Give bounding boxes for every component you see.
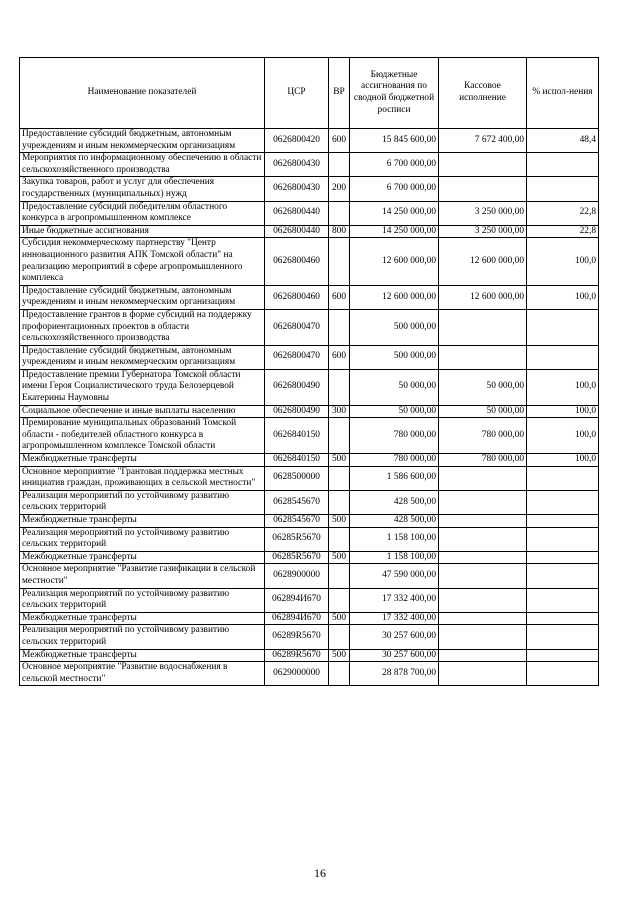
row-name: Межбюджетные трансферты [20,649,265,662]
table-row [20,309,599,345]
row-budget: 1 158 100,00 [350,551,439,564]
row-budget: 50 000,00 [350,369,439,405]
row-cash: 50 000,00 [439,369,527,405]
table-row [20,588,599,612]
row-name: Реализация мероприятий по устойчивому развитию сельских территорий [20,490,265,514]
row-percent [527,625,599,649]
row-percent [527,466,599,490]
row-csr: 0628545670 [265,515,329,528]
row-name: Предоставление субсидий бюджетным, автономным учреждениям и иным некоммерческим организациям [20,285,265,309]
row-csr: 0628500000 [265,466,329,490]
row-vr [329,153,350,177]
row-percent [527,490,599,514]
row-vr: 600 [329,345,350,369]
row-name: Основное мероприятие "Развитие водоснабжения в сельской местности" [20,662,265,686]
row-budget: 500 000,00 [350,345,439,369]
row-name: Премирование муниципальных образований Томской области - победителей областного конкурса в агропромышленном комплексе Томской области [20,418,265,454]
row-percent [527,345,599,369]
row-csr: 06289R5670 [265,625,329,649]
row-name: Межбюджетные трансферты [20,515,265,528]
row-name: Межбюджетные трансферты [20,454,265,467]
page-number: 16 [314,866,326,880]
table-row [20,177,599,201]
row-percent [527,309,599,345]
header-budget: Бюджетные ассигнования по сводной бюджетной росписи [350,58,439,129]
row-csr: 06285R5670 [265,527,329,551]
row-name: Мероприятия по информационному обеспечению в области сельскохозяйственного производства [20,153,265,177]
table-row [20,625,599,649]
row-vr [329,418,350,454]
row-cash [439,515,527,528]
row-csr: 062894И670 [265,588,329,612]
row-percent [527,662,599,686]
row-percent [527,551,599,564]
row-budget: 14 250 000,00 [350,201,439,225]
row-vr [329,369,350,405]
row-csr: 06285R5670 [265,551,329,564]
row-name: Реализация мероприятий по устойчивому развитию сельских территорий [20,527,265,551]
row-name: Социальное обеспечение и иные выплаты населению [20,405,265,418]
table-row [20,564,599,588]
row-vr [329,201,350,225]
row-csr: 0626840150 [265,454,329,467]
row-csr: 0626800430 [265,177,329,201]
row-csr: 0628545670 [265,490,329,514]
row-percent [527,527,599,551]
row-budget: 28 878 700,00 [350,662,439,686]
table-row [20,662,599,686]
row-name: Реализация мероприятий по устойчивому развитию сельских территорий [20,588,265,612]
table-row [20,649,599,662]
row-cash [439,649,527,662]
row-percent: 100,0 [527,454,599,467]
row-budget: 428 500,00 [350,490,439,514]
row-budget: 500 000,00 [350,309,439,345]
row-csr: 0626840150 [265,418,329,454]
row-csr: 0626800490 [265,369,329,405]
table-row [20,466,599,490]
row-cash [439,153,527,177]
row-budget: 12 600 000,00 [350,238,439,285]
row-percent: 100,0 [527,238,599,285]
row-cash [439,564,527,588]
table-row [20,153,599,177]
row-cash [439,662,527,686]
row-vr: 600 [329,129,350,153]
table-row [20,527,599,551]
row-percent [527,649,599,662]
row-cash: 12 600 000,00 [439,238,527,285]
row-percent [527,564,599,588]
row-percent [527,612,599,625]
row-budget: 12 600 000,00 [350,285,439,309]
row-percent: 100,0 [527,405,599,418]
table-row [20,285,599,309]
row-percent: 22,8 [527,201,599,225]
row-budget: 14 250 000,00 [350,225,439,238]
header-csr: ЦСР [265,58,329,129]
row-cash [439,177,527,201]
row-name: Предоставление грантов в форме субсидий на поддержку профориентационных проектов в области сельскохозяйственного производства [20,309,265,345]
row-budget: 30 257 600,00 [350,625,439,649]
row-cash [439,490,527,514]
row-budget: 1 158 100,00 [350,527,439,551]
header-percent: % испол-нения [527,58,599,129]
row-csr: 0626800470 [265,345,329,369]
row-name: Основное мероприятие "Развитие газификации в сельской местности" [20,564,265,588]
row-csr: 0626800440 [265,225,329,238]
row-budget: 1 586 600,00 [350,466,439,490]
row-vr [329,564,350,588]
row-cash [439,309,527,345]
row-cash [439,588,527,612]
table-row [20,225,599,238]
row-name: Межбюджетные трансферты [20,551,265,564]
table-row [20,551,599,564]
row-name: Предоставление премии Губернатора Томской области имени Героя Социалистического труда Белозерцевой Екатерины Наумовны [20,369,265,405]
row-budget: 428 500,00 [350,515,439,528]
row-vr: 500 [329,612,350,625]
header-cash: Кассовое исполнение [439,58,527,129]
row-cash [439,345,527,369]
row-cash: 50 000,00 [439,405,527,418]
row-name: Предоставление субсидий победителям областного конкурса в агропромышленном комплексе [20,201,265,225]
row-vr [329,238,350,285]
row-cash: 3 250 000,00 [439,225,527,238]
row-cash [439,625,527,649]
row-csr: 0626800460 [265,285,329,309]
row-cash [439,551,527,564]
header-name: Наименование показателей [20,58,265,129]
table-row [20,201,599,225]
row-vr [329,527,350,551]
row-name: Предоставление субсидий бюджетным, автономным учреждениям и иным некоммерческим организациям [20,129,265,153]
row-cash: 780 000,00 [439,418,527,454]
row-percent [527,153,599,177]
table-header-row [20,58,599,129]
row-vr: 500 [329,515,350,528]
row-budget: 50 000,00 [350,405,439,418]
row-vr [329,625,350,649]
row-cash: 3 250 000,00 [439,201,527,225]
row-budget: 6 700 000,00 [350,153,439,177]
row-name: Межбюджетные трансферты [20,612,265,625]
row-percent [527,177,599,201]
table-row [20,454,599,467]
row-budget: 780 000,00 [350,454,439,467]
row-vr [329,588,350,612]
row-cash: 12 600 000,00 [439,285,527,309]
row-csr: 0628900000 [265,564,329,588]
row-csr: 062894И670 [265,612,329,625]
row-name: Иные бюджетные ассигнования [20,225,265,238]
row-cash [439,612,527,625]
row-budget: 17 332 400,00 [350,588,439,612]
row-vr: 500 [329,454,350,467]
row-csr: 0629000000 [265,662,329,686]
row-vr: 500 [329,649,350,662]
row-vr [329,662,350,686]
row-cash [439,466,527,490]
row-csr: 0626800430 [265,153,329,177]
row-csr: 0626800440 [265,201,329,225]
row-cash [439,527,527,551]
row-csr: 0626800420 [265,129,329,153]
row-name: Закупка товаров, работ и услуг для обеспечения государственных (муниципальных) нужд [20,177,265,201]
table-row [20,418,599,454]
row-percent: 100,0 [527,418,599,454]
table-row [20,490,599,514]
header-vr: ВР [329,58,350,129]
row-percent: 100,0 [527,369,599,405]
row-percent [527,588,599,612]
row-budget: 47 590 000,00 [350,564,439,588]
row-name: Основное мероприятие "Грантовая поддержка местных инициатив граждан, проживающих в сельской местности" [20,466,265,490]
row-cash: 7 672 400,00 [439,129,527,153]
row-percent: 48,4 [527,129,599,153]
table-row [20,345,599,369]
row-vr [329,466,350,490]
row-csr: 0626800470 [265,309,329,345]
row-cash: 780 000,00 [439,454,527,467]
budget-execution-table [19,57,599,686]
row-vr: 500 [329,551,350,564]
row-vr [329,309,350,345]
table-row [20,369,599,405]
table-row [20,612,599,625]
table-row [20,238,599,285]
row-vr: 800 [329,225,350,238]
row-csr: 0626800460 [265,238,329,285]
row-budget: 30 257 600,00 [350,649,439,662]
row-csr: 0626800490 [265,405,329,418]
row-csr: 06289R5670 [265,649,329,662]
row-vr: 600 [329,285,350,309]
row-name: Предоставление субсидий бюджетным, автономным учреждениям и иным некоммерческим организациям [20,345,265,369]
row-percent: 22,8 [527,225,599,238]
row-budget: 780 000,00 [350,418,439,454]
row-percent [527,515,599,528]
table-row [20,129,599,153]
row-vr [329,490,350,514]
row-name: Субсидия некоммерческому партнерству "Центр инновационного развития АПК Томской области" на реализацию мероприятий в сфере агропромышленного комплекса [20,238,265,285]
table-row [20,515,599,528]
row-percent: 100,0 [527,285,599,309]
table-row [20,405,599,418]
row-budget: 15 845 600,00 [350,129,439,153]
row-name: Реализация мероприятий по устойчивому развитию сельских территорий [20,625,265,649]
row-vr: 300 [329,405,350,418]
row-budget: 17 332 400,00 [350,612,439,625]
row-budget: 6 700 000,00 [350,177,439,201]
row-vr: 200 [329,177,350,201]
